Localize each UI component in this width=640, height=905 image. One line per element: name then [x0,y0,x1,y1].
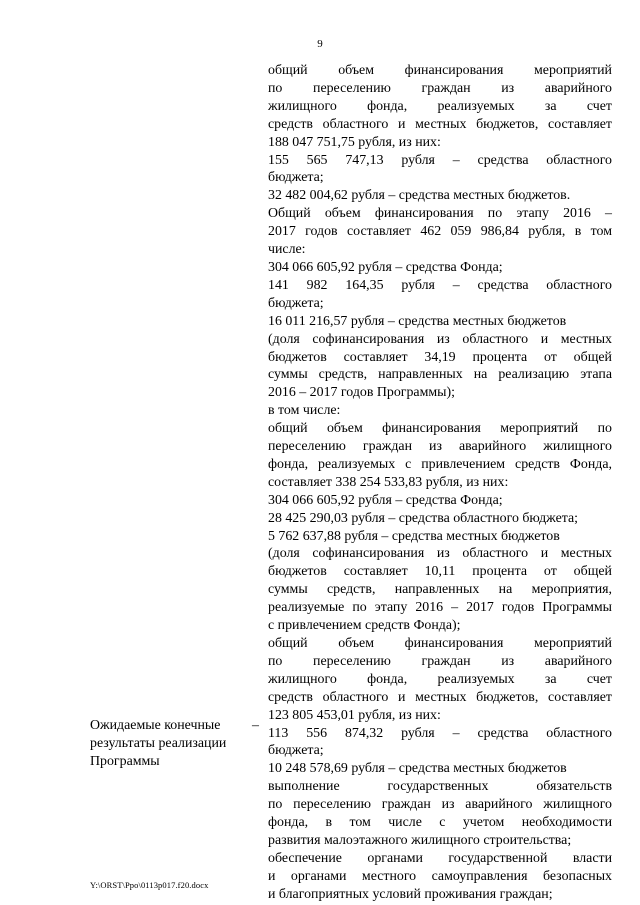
page-number: 9 [317,38,323,50]
section-label-line: Программы [90,753,160,769]
text-line: по переселению граждан из аварийного жилищного [268,797,612,813]
text-line: 28 425 290,03 рубля – средства областного бюджета; [268,510,579,526]
text-line: переселению граждан из аварийного жилищного [268,439,612,455]
text-line: развития малоэтажного жилищного строительства; [268,832,572,848]
text-line: 2016 – 2017 годов Программы); [268,385,455,401]
text-line: 155 565 747,13 рубля – средства областного [268,152,612,168]
main-text-column [268,62,612,904]
text-line: 188 047 751,75 рубля, из них: [268,134,441,150]
text-line: 304 066 605,92 рубля – средства Фонда; [268,492,503,508]
text-line: фонда, реализуемых с привлечением средств Фонда, [268,456,612,472]
text-line: обеспечение органами государственной власти [268,850,612,866]
text-line: 32 482 004,62 рубля – средства местных бюджетов. [268,188,571,204]
text-line: общий объем финансирования мероприятий [268,636,612,651]
text-line: по переселению граждан из аварийного [268,653,612,669]
section-label-line: Ожидаемые конечные [90,718,221,733]
text-line: с привлечением средств Фонда); [268,618,461,634]
text-line: средств областного и местных бюджетов, составляет [268,689,612,705]
text-line: общий объем финансирования мероприятий по [268,421,612,437]
text-line: составляет 338 254 533,83 рубля, из них: [268,474,509,490]
text-line: 10 248 578,69 рубля – средства местных бюджетов [268,761,567,777]
text-line: бюджета; [268,170,324,186]
text-line: жилищного фонда, реализуемых за счет [268,98,612,114]
text-line: реализуемые по этапу 2016 – 2017 годов Программы [268,600,612,616]
text-line: бюджетов составляет 34,19 процента от общей [268,349,612,365]
text-line: 141 982 164,35 рубля – средства областного [268,277,612,293]
text-line: и органами местного самоуправления безопасных [268,868,612,884]
text-line: и благоприятных условий проживания граждан; [268,886,553,902]
text-line: 113 556 874,32 рубля – средства областного [268,725,612,741]
text-line: средств областного и местных бюджетов, составляет [268,116,612,132]
text-line: жилищного фонда, реализуемых за счет [268,671,612,687]
text-line: (доля софинансирования из областного и местных [268,546,612,562]
text-line: 304 066 605,92 рубля – средства Фонда; [268,259,503,275]
text-line: суммы средств, направленных на реализацию этапа [268,367,612,383]
text-line: в том числе: [268,403,341,419]
text-line: бюджета; [268,295,324,311]
section-label [90,717,255,771]
text-line: 16 011 216,57 рубля – средства местных бюджетов [268,313,567,329]
text-line: выполнение государственных обязательств [268,779,612,795]
text-line: бюджетов составляет 10,11 процента от общей [268,564,612,580]
section-label-line: результаты реализации [90,735,227,751]
text-line: 2017 годов составляет 462 059 986,84 рубля, в том [268,224,612,240]
text-line: 123 805 453,01 рубля, из них: [268,707,441,723]
footer-file-path: Y:\ORST\Ppo\0113p017.f20.docx [90,880,209,890]
text-line: числе: [268,242,306,258]
text-line: (доля софинансирования из областного и местных [268,331,612,347]
text-line: Общий объем финансирования по этапу 2016 – [268,206,612,222]
section-label-dash: – [252,718,259,733]
text-line: суммы средств, направленных на мероприятия, [268,582,612,598]
text-line: 5 762 637,88 рубля – средства местных бюджетов [268,528,560,544]
text-line: общий объем финансирования мероприятий [268,63,612,78]
text-line: фонда, в том числе с учетом необходимости [268,815,612,831]
text-line: бюджета; [268,743,324,759]
text-line: по переселению граждан из аварийного [268,80,612,96]
